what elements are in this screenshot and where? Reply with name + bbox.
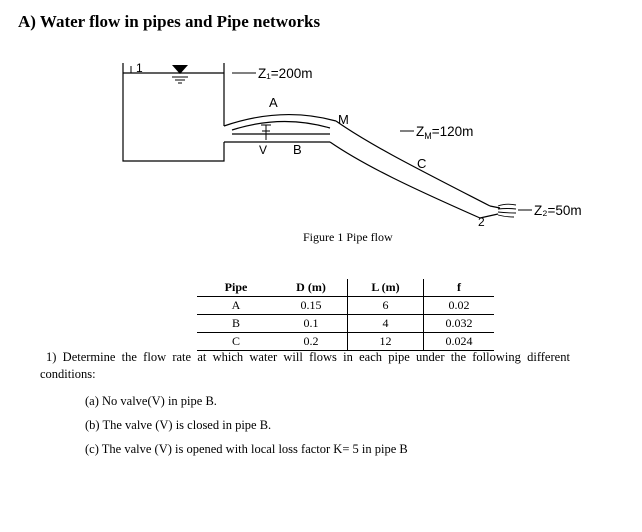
reservoir — [123, 63, 224, 161]
table-row — [197, 297, 494, 315]
table-header: D (m) — [275, 279, 348, 297]
label-b: B — [293, 142, 302, 157]
table-cell: B — [197, 315, 275, 333]
outlet-jet-icon — [498, 204, 516, 217]
table-cell: A — [197, 297, 275, 315]
table-header: L (m) — [348, 279, 424, 297]
table-row — [197, 315, 494, 333]
table-cell: C — [197, 333, 275, 351]
table-cell: 4 — [348, 315, 424, 333]
table-cell: 0.02 — [424, 297, 495, 315]
table-cell: 0.024 — [424, 333, 495, 351]
table-cell: 0.2 — [275, 333, 348, 351]
pipe-flow-figure — [0, 0, 642, 260]
label-c: C — [417, 156, 427, 171]
condition-b: (b) The valve (V) is closed in pipe B. — [85, 418, 272, 432]
table-cell: 0.1 — [275, 315, 348, 333]
figure-caption: Figure 1 Pipe flow — [303, 230, 393, 244]
point-1-label: 1 — [136, 61, 143, 75]
table-row — [197, 333, 494, 351]
z1-label: Z₁=200m — [258, 66, 313, 81]
pipe-data-table — [197, 279, 494, 351]
zm-label: $Z_M=120m$ — [416, 124, 474, 141]
question-text: 1) Determine the flow rate at which water will flows in each pipe under the following different — [46, 350, 570, 364]
table-header: f — [424, 279, 495, 297]
table-header: Pipe — [197, 279, 275, 297]
condition-c: (c) The valve (V) is opened with local loss factor K= 5 in pipe B — [85, 442, 408, 456]
question-text-continued: conditions: — [40, 367, 96, 381]
water-surface-icon — [172, 65, 188, 83]
label-a: A — [269, 95, 278, 110]
table-header-row — [197, 279, 494, 297]
point-2-label: 2 — [478, 215, 485, 229]
z2-label: Z₂=50m — [534, 203, 582, 218]
section-heading: A) Water flow in pipes and Pipe networks — [18, 12, 321, 31]
table-cell: 0.032 — [424, 315, 495, 333]
label-v: V — [259, 143, 268, 157]
table-cell: 6 — [348, 297, 424, 315]
label-m: M — [338, 112, 349, 127]
condition-a: (a) No valve(V) in pipe B. — [85, 394, 217, 408]
table-cell: 12 — [348, 333, 424, 351]
table-cell: 0.15 — [275, 297, 348, 315]
valve-icon — [261, 125, 271, 140]
